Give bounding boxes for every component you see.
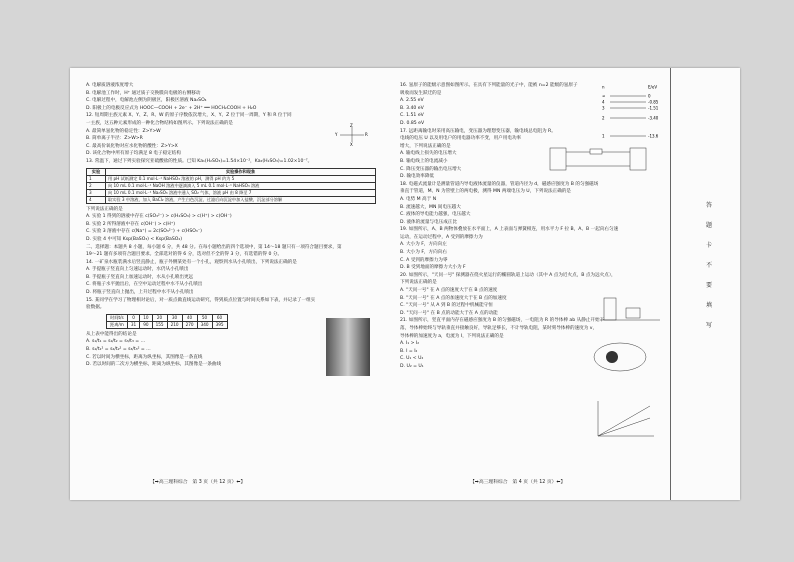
table-row: [87, 175, 376, 182]
table-cell: 用 pH 试纸测定 0.1 mol·L⁻¹ NaHSO₃ 溶液的 pH，测得 pH 约为 5: [106, 175, 376, 182]
text-line: 18. 电磁式流量计是测量管道内导电液体流量的仪器，管道内径为 d，磁感应强度为 B 的匀强磁场: [400, 181, 599, 187]
molecule-structure-figure: [332, 122, 372, 148]
table-cell: 向 10 mL 0.1 mol·L⁻¹ NaOH 溶液中逐滴滴入 5 mL 0.1 mol·L⁻¹ NaHSO₃ 溶液: [106, 182, 376, 189]
text-line: 20. 如图所示，"天问一号" 探测器在绕火星运行的椭圆轨道上运动（其中 A 点为近火点，B 点为远火点），: [400, 272, 616, 278]
exam-sheet: [70, 68, 740, 500]
text-line: C. 1.51 eV: [400, 113, 424, 119]
table-cell: 0: [127, 314, 139, 321]
table-row: [87, 189, 376, 196]
text-line: D. 输电效率降低: [400, 174, 435, 180]
table-cell: 30: [167, 314, 182, 321]
text-line: A. 最简单氢化物的稳定性：Z>Y>W: [86, 128, 161, 134]
text-line: A. 2.55 eV: [400, 98, 424, 104]
text-line: C. 液体的导电能力越强，电压越大: [400, 212, 471, 218]
text-line: D. U₂ = U₁: [400, 363, 424, 369]
level-n-label: 1: [602, 133, 605, 139]
sidebar-char: 题: [705, 222, 712, 229]
table-cell: 2: [87, 182, 106, 189]
text-line: 垂直于管道，M、N 为管壁上的两电极，测得 MN 两端电压为 U，下列说法正确的是: [400, 189, 572, 195]
orbit-figure: [590, 340, 650, 374]
level-energy-label: -13.6: [648, 133, 659, 139]
page-footer-right: 【➡高三理科综合 第 4 页（共 12 页）⬅】: [470, 480, 566, 485]
table-cell: 270: [182, 321, 197, 328]
text-line: A. 手提瓶子竖直向上匀速运动时，水仍从小孔喷出: [86, 267, 189, 273]
text-line: C. 最高价氧化物对应水化物的酸性：Z>Y>X: [86, 143, 178, 149]
text-line: B. 大小为 F，方向向右: [400, 250, 447, 256]
sidebar-char: 卡: [705, 242, 712, 249]
table-cell: 340: [197, 321, 212, 328]
text-line: C. 电解过程中，电解池左侧为阴极区，阳极区溶液 Na₂SO₄: [86, 98, 207, 104]
level-n-label: 2: [602, 115, 605, 121]
text-line: 落，导体棒始终与导轨垂直并接触良好，导轨足够长，不计导轨电阻，某时刻导体棒的速度为 v，: [400, 326, 598, 331]
sidebar-char: 不: [705, 262, 712, 269]
table-cell: 31: [127, 321, 139, 328]
text-line: 21. 如图所示，竖直平面内存在磁感应强度为 B 的匀强磁场，一电阻为 R 的导体棒 ab 从静止开始下: [400, 318, 605, 324]
sidebar-char: 答: [705, 202, 712, 209]
sidebar-char: 填: [705, 302, 712, 309]
text-line: 运动，在运动过程中，A 受到的摩擦力为: [400, 234, 483, 240]
time-distance-table: [106, 314, 228, 329]
velocity-graph: [592, 398, 658, 440]
sidebar-vertical-text: [703, 196, 715, 336]
text-line: B. 实验 2 所得溶液中存在 c(OH⁻) > c(H⁺): [86, 221, 176, 227]
text-line: D. 若以时间的二次方为横坐标，距离为纵坐标，其图像是一条曲线: [86, 362, 222, 368]
level-n-label: ∞: [602, 93, 606, 99]
table-row: [87, 182, 376, 189]
text-line: 13. 常温下，通过下列实验探究亚硫酸盐的性质。已知 Ka₁(H₂SO₃)=1.54×10⁻²，Ka₂(H₂SO₃)=1.02×10⁻⁷。: [86, 158, 313, 164]
text-line: D. 阳极上的电极反应式为 HOOC—COOH + 2e⁻ + 2H⁺ ══ HOCH₂COOH + H₂O: [86, 105, 257, 111]
text-line: 17. 远距离输电时采用高压输电，变压器为理想变压器，输电线总电阻为 R。: [400, 128, 556, 134]
experiment-table: [86, 168, 376, 204]
text-line: 下列说法正确的是: [86, 206, 123, 212]
text-line: D. 该化合物中所有原子均满足 8 电子稳定结构: [86, 151, 181, 157]
level-energy-label: -0.85: [648, 99, 659, 105]
level-n-label: 3: [602, 105, 605, 111]
table-cell: 取实验 3 中溶液，加入 BaCl₂ 溶液，产生白色沉淀，过滤后向沉淀中加入盐酸，沉淀部分溶解: [106, 196, 376, 203]
text-line: B. 流速越大，MN 间电压越大: [400, 204, 461, 210]
text-line: 从上表中能得出的结论是: [86, 331, 137, 337]
text-line: A. s₁/t₁ = s₂/t₂ = s₃/t₃ = …: [86, 339, 146, 345]
text-line: C. 若以时间为横坐标，距离为纵坐标，其图像是一条直线: [86, 354, 203, 360]
text-line: 增大，下列说法正确的是: [400, 143, 451, 149]
text-line: 19. 如图所示，A、B 两物体叠放在水平面上，A 上表面与弹簧相连，用水平力 F 拉 B，A、B 一起向右匀速: [400, 227, 619, 233]
table-row: [107, 314, 228, 321]
table-row: [87, 196, 376, 203]
text-line: A. I₁ > I₂: [400, 341, 420, 347]
text-line: A. 大小为 F，方向向左: [400, 242, 447, 248]
table-cell: 10: [140, 314, 152, 321]
text-line: D. 液体的流量与电压成正比: [400, 219, 457, 225]
text-line: 导体棒的加速度为 a，电流为 I，下列说法正确的是: [400, 333, 504, 339]
svg-text:Z: Z: [350, 123, 353, 128]
table-cell: 3: [87, 189, 106, 196]
text-line: D. 将瓶子竖直向上抛出，上升过程中水不从小孔喷出: [86, 290, 194, 296]
table-cell: 210: [167, 321, 182, 328]
text-line: 电线的电压 U 以及用电户的用电器功率不变，用户用电功率: [400, 136, 522, 142]
text-line: C. "天问一号" 从 A 到 B 的过程中机械能守恒: [400, 303, 493, 309]
text-line: 16. 氢原子的能级示意图如图所示。在具有下列能量的光子中，能被 n=2 能级的氢原子: [400, 83, 578, 88]
text-line: B. 电解池工作时，H⁺ 通过质子交换膜向电极的右侧移动: [86, 90, 201, 96]
text-line: B. 简单离子半径：Z>W>R: [86, 136, 143, 142]
text-line: D. "天问一号" 在 B 点的动能大于在 A 点的动能: [400, 310, 498, 316]
table-cell: 90: [140, 321, 152, 328]
level-energy-label: -3.40: [648, 115, 659, 121]
energy-level-diagram: [600, 84, 666, 142]
table-header: 实验: [87, 168, 106, 175]
text-line: B. 3.40 eV: [400, 105, 424, 111]
text-line: 12. 短周期主族元素 X、Y、Z、R、W 的原子序数依次增大，X、Y、Z 位于同一周期，Y 和 R 位于同: [86, 113, 292, 119]
level-energy-label: -1.51: [648, 105, 659, 111]
text-line: 15. 某同学在学习了物理相对论后，对一质点做直线运动研究，得到质点位置与时间关系如下表，并记录了一组实: [86, 297, 316, 303]
table-cell: 向 10 mL 0.1 mol·L⁻¹ Na₂SO₃ 溶液中通入 SO₂ 气体，溶液 pH 由 8 降至 7: [106, 189, 376, 196]
text-line: B. I = I₂: [400, 348, 418, 354]
table-cell: 155: [152, 321, 167, 328]
table-row: [107, 321, 228, 328]
table-cell: 20: [152, 314, 167, 321]
text-line: B. "天问一号" 在 A 点的加速度大于在 B 点的加速度: [400, 295, 507, 301]
text-line: 下列说法正确的是: [400, 280, 437, 286]
text-line: A. 实验 1 得到的溶液中存在 c(SO₃²⁻) > c(H₂SO₃) > c(H⁺) > c(OH⁻): [86, 214, 232, 220]
text-line: 19～21 题有多项符合题目要求。全部选对的得 6 分，选对但不全的得 3 分，有选错的得 0 分。: [86, 252, 283, 258]
text-line: 验数据。: [86, 305, 105, 311]
level-n-label: 4: [602, 99, 605, 105]
page-footer-left: 【➡高三理科综合 第 3 页（共 12 页）⬅】: [150, 480, 246, 485]
table-header: 实验操作和现象: [106, 168, 376, 175]
bottle-photo: [326, 318, 370, 376]
table-cell: 40: [182, 314, 197, 321]
table-cell: 395: [212, 321, 227, 328]
svg-text:X: X: [350, 142, 353, 147]
text-line: B. s₁/t₁² = s₂/t₂² = s₃/t₃² = …: [86, 347, 151, 353]
text-line: 吸收而发生跃迁的是: [400, 90, 442, 96]
text-line: A. 电解质溶液浓度增大: [86, 83, 134, 88]
text-line: C. 将瓶子水平抛出后，在空中运动过程中水不从小孔喷出: [86, 282, 203, 288]
text-line: 14. 一矿泉水瓶装满水后竖直静止，瓶子外侧某处有一个小孔，观察到水从小孔喷出，下列说法正确的是: [86, 259, 297, 265]
text-line: 二、选择题：本题共 8 小题，每小题 6 分，共 48 分。在每小题给出的四个选项中，第 14～18 题只有一项符合题目要求，第: [86, 244, 342, 250]
sidebar-char: 写: [705, 322, 712, 329]
text-line: B. 输电线上的电流减小: [400, 158, 448, 164]
block-spring-figure: [600, 294, 660, 324]
text-line: C. A 受到的摩擦力为零: [400, 257, 448, 263]
text-line: C. 降压变压器的输出电压增大: [400, 166, 462, 172]
text-line: C. U₁ < U₂: [400, 356, 424, 362]
table-cell: 距离/m: [107, 321, 128, 328]
svg-text:R: R: [365, 132, 368, 137]
text-line: D. B 受到地面的摩擦力大小为 F: [400, 265, 466, 271]
text-line: D. 0.85 eV: [400, 120, 425, 126]
svg-text:Y: Y: [335, 132, 338, 137]
text-line: A. "天问一号" 在 A 点的速度大于在 B 点的速度: [400, 288, 498, 294]
text-line: B. 手提瓶子竖直向上加速运动时，水从小孔喷出更远: [86, 274, 194, 280]
table-cell: 4: [87, 196, 106, 203]
text-line: A. 电势 M 高于 N: [400, 196, 437, 202]
text-line: A. 输电线上损失的电压增大: [400, 151, 457, 157]
transmission-circuit-figure: [540, 140, 660, 182]
text-line: D. 实验 4 中可知 Ksp(BaSO₃) < Ksp(BaSO₄): [86, 236, 182, 242]
table-cell: 时间t/s: [107, 314, 128, 321]
table-cell: 1: [87, 175, 106, 182]
table-cell: 60: [212, 314, 227, 321]
level-energy-label: E/eV: [648, 84, 658, 90]
level-n-label: n: [602, 84, 605, 90]
level-energy-label: 0: [648, 93, 651, 99]
text-line: 一主族，这五种元素形成的一种化合物结构如图所示。下列说法正确的是: [86, 120, 234, 126]
table-cell: 50: [197, 314, 212, 321]
answer-sidebar: [670, 68, 741, 500]
sidebar-char: 要: [705, 282, 712, 289]
text-line: C. 实验 3 溶液中存在 c(Na⁺) = 2c(SO₃²⁻) + c(HSO₃⁻): [86, 229, 202, 235]
